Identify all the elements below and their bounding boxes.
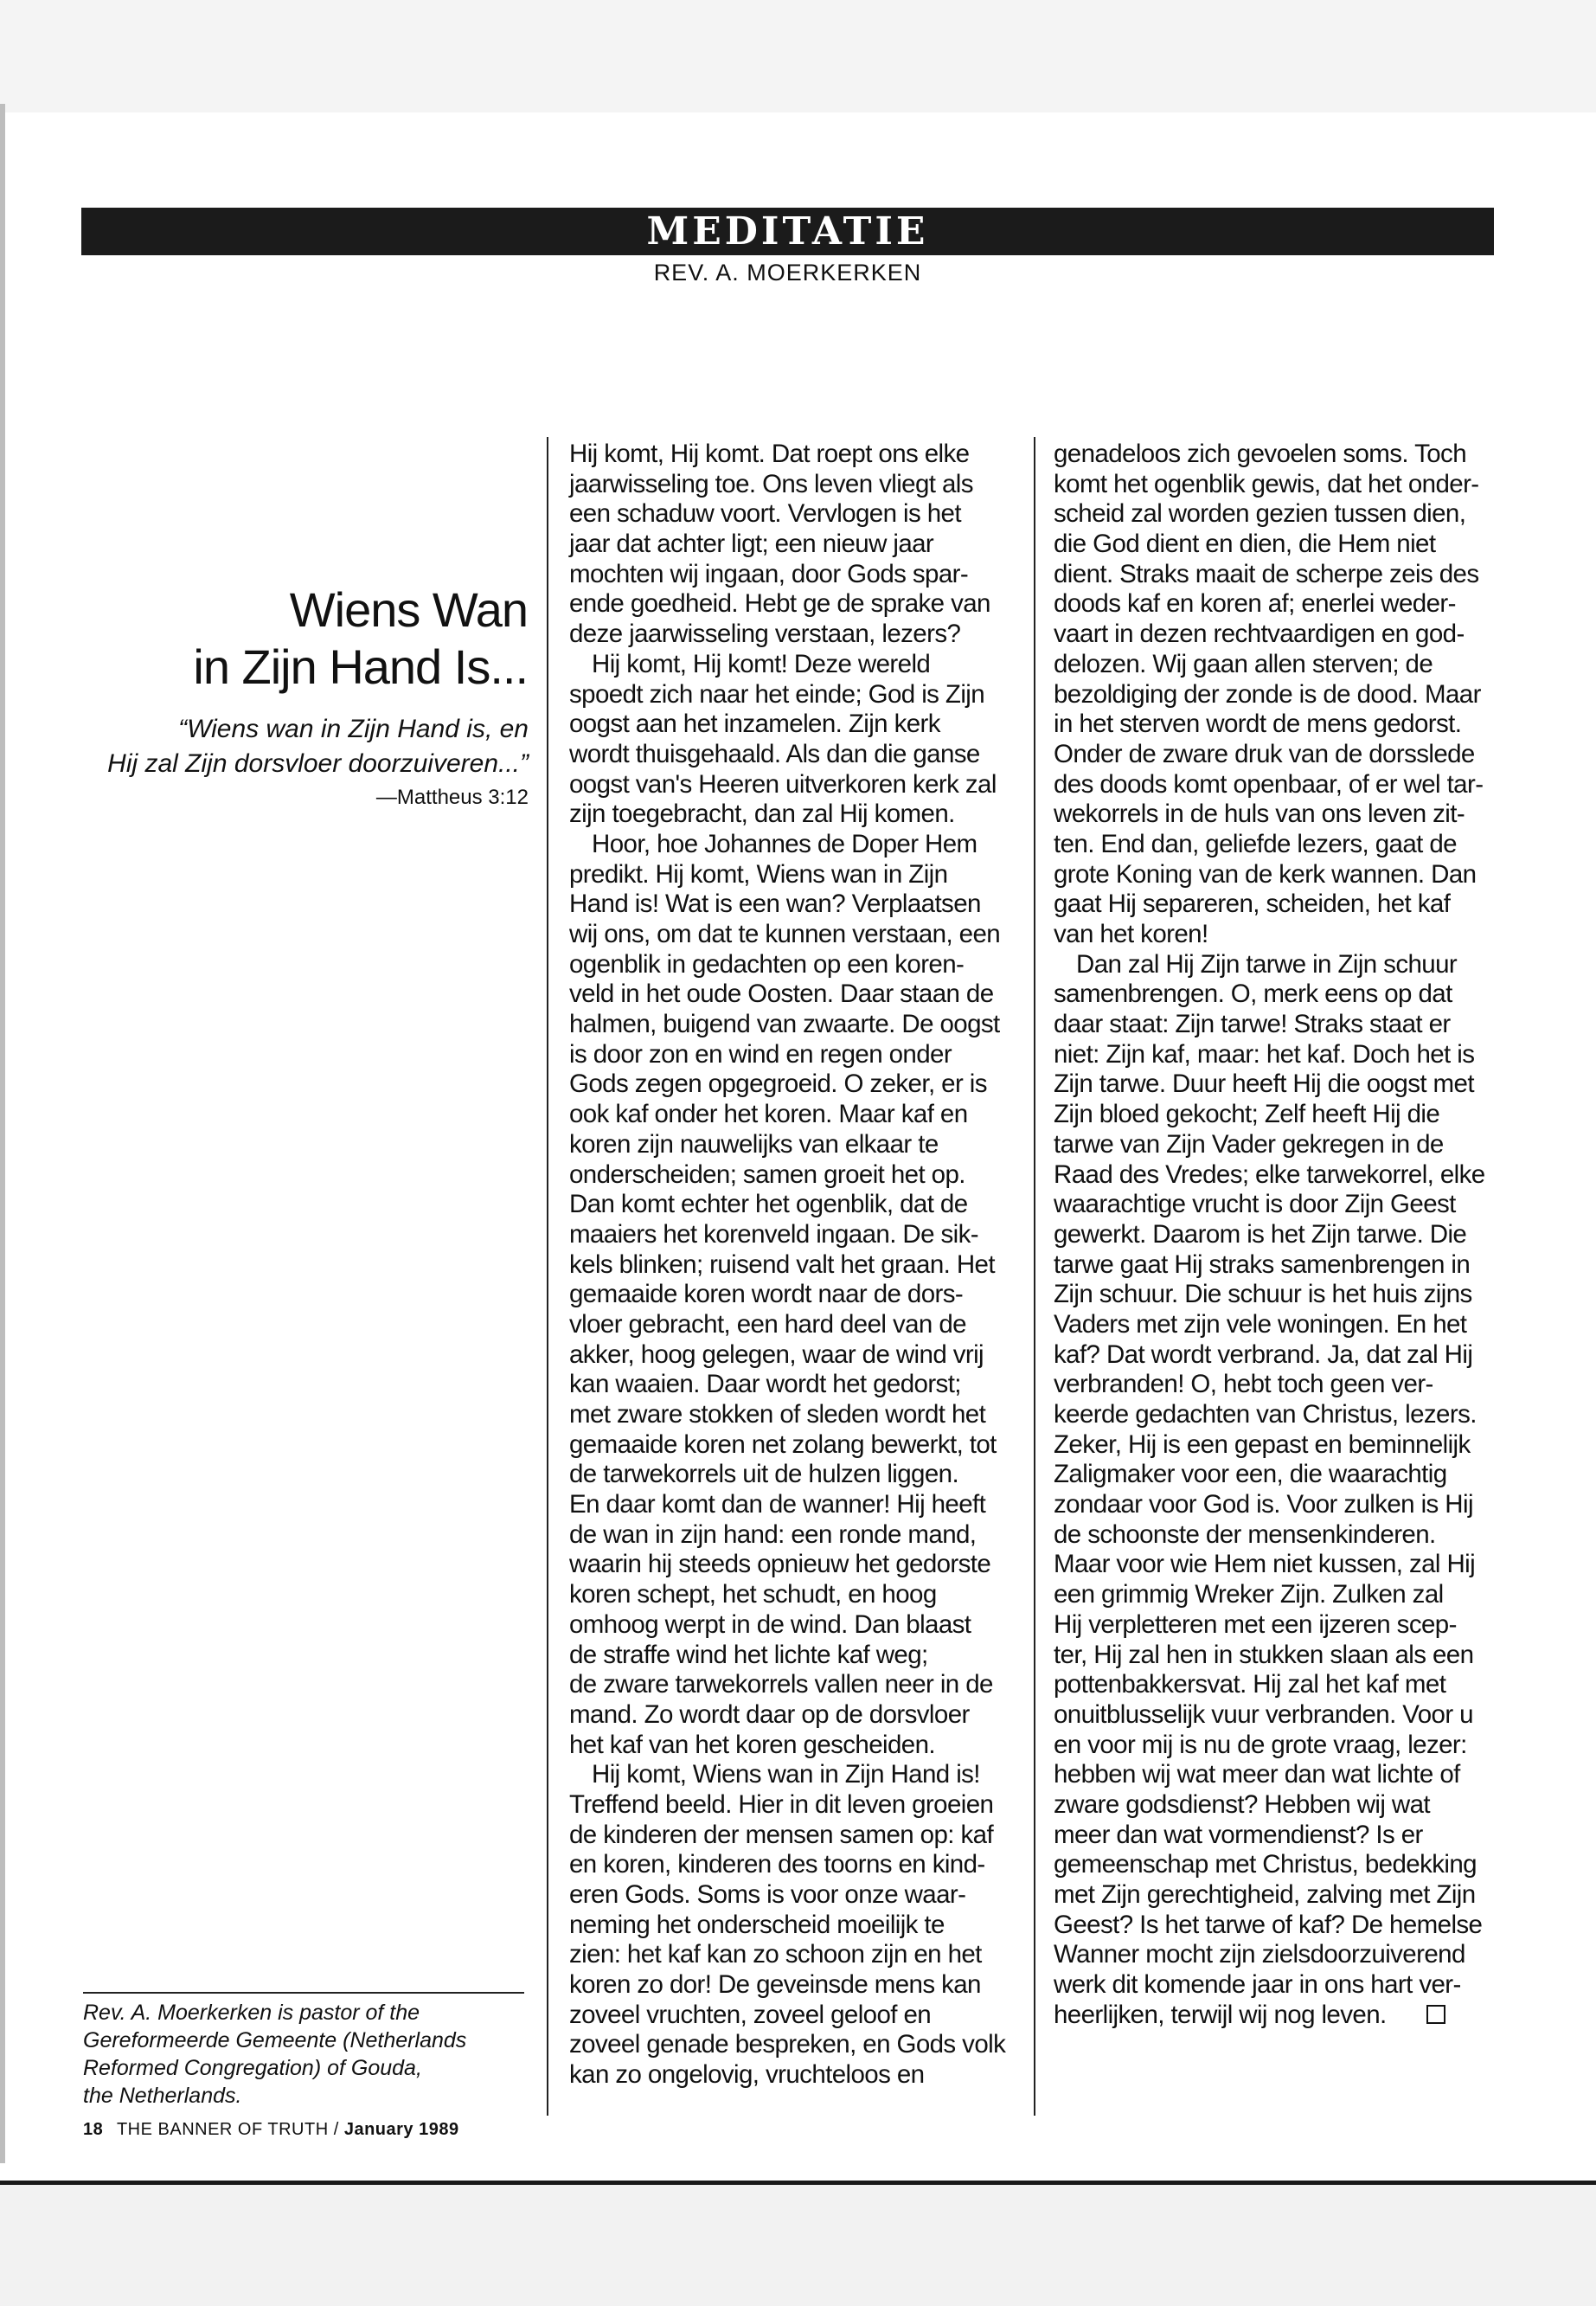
text-line: is door zon en wind en regen onder bbox=[569, 1039, 952, 1069]
text-line: de zware tarwekorrels vallen neer in de bbox=[569, 1670, 993, 1699]
text-line: delozen. Wij gaan allen sterven; de bbox=[1054, 649, 1433, 678]
page-number: 18 bbox=[83, 2120, 104, 2139]
text-line: het kaf van het koren gescheiden. bbox=[569, 1730, 936, 1759]
text-line: Hoor, hoe Johannes de Doper Hem bbox=[592, 829, 977, 858]
text-line: gemeenschap met Christus, bedekking bbox=[1054, 1850, 1477, 1879]
page-left-edge bbox=[0, 104, 5, 2163]
text-line: bezoldiging der zonde is de dood. Maar bbox=[1054, 679, 1481, 709]
article-title bbox=[87, 581, 528, 696]
text-line: Treffend beeld. Hier in dit leven groeien bbox=[569, 1789, 994, 1819]
text-line: gemaaide koren net zolang bewerkt, tot bbox=[569, 1429, 997, 1459]
text-line: kan zo ongelovig, vruchteloos en bbox=[569, 2060, 925, 2090]
text-line: tarwe van Zijn Vader gekregen in de bbox=[1054, 1129, 1444, 1159]
column-divider-left bbox=[547, 437, 548, 2116]
text-line: akker, hoog gelegen, waar de wind vrij bbox=[569, 1339, 984, 1369]
publication-name: THE BANNER OF TRUTH / bbox=[116, 2120, 339, 2139]
text-line: mand. Zo wordt daar op de dorsvloer bbox=[569, 1699, 970, 1729]
section-banner bbox=[81, 208, 1494, 255]
text-line: veld in het oude Oosten. Daar staan de bbox=[569, 980, 994, 1009]
text-line: koren zijn nauwelijks van elkaar te bbox=[569, 1129, 939, 1159]
text-line: onderscheiden; samen groeit het op. bbox=[569, 1159, 965, 1189]
text-line: spoedt zich naar het einde; God is Zijn bbox=[569, 679, 985, 709]
text-line: van het koren! bbox=[1054, 920, 1208, 948]
text-line: Zijn tarwe. Duur heeft Hij die oogst met bbox=[1054, 1069, 1474, 1099]
text-line: en koren, kinderen des toorns en kind- bbox=[569, 1850, 985, 1879]
text-line: wordt thuisgehaald. Als dan die ganse bbox=[569, 739, 980, 768]
text-line: des doods komt openbaar, of er wel tar- bbox=[1054, 769, 1484, 799]
text-line: zware godsdienst? Hebben wij wat bbox=[1054, 1789, 1431, 1819]
text-line: samenbrengen. O, merk eens op dat bbox=[1054, 980, 1452, 1009]
text-line: Zijn schuur. Die schuur is het huis zijns bbox=[1054, 1280, 1472, 1309]
bio-line: Gereformeerde Gemeente (Netherlands bbox=[83, 2028, 467, 2052]
text-line: de tarwekorrels uit de hulzen liggen. bbox=[569, 1460, 959, 1489]
text-line: een grimmig Wreker Zijn. Zulken zal bbox=[1054, 1580, 1444, 1609]
text-line: verbranden! O, hebt toch geen ver- bbox=[1054, 1370, 1433, 1399]
text-line: halmen, buigend van zwaarte. De oogst bbox=[569, 1010, 1000, 1039]
text-line: oogst van's Heeren uitverkoren kerk zal bbox=[569, 769, 997, 799]
text-line: daar staat: Zijn tarwe! Straks staat er bbox=[1054, 1010, 1451, 1039]
text-line: niet: Zijn kaf, maar: het kaf. Doch het is bbox=[1054, 1039, 1475, 1069]
text-line: Wanner mocht zijn zielsdoorzuiverend bbox=[1054, 1940, 1465, 1969]
text-line: zoveel genade bespreken, en Gods volk bbox=[569, 2030, 1006, 2059]
text-line: omhoog werpt in de wind. Dan blaast bbox=[569, 1609, 971, 1639]
text-line: met zware stokken of sleden wordt het bbox=[569, 1400, 986, 1429]
text-line: Dan zal Hij Zijn tarwe in Zijn schuur bbox=[1076, 949, 1458, 979]
issue-date: January 1989 bbox=[343, 2120, 459, 2139]
text-line: wij ons, om dat te kunnen verstaan, een bbox=[569, 920, 1001, 948]
text-line: koren schept, het schudt, en hoog bbox=[569, 1580, 937, 1609]
text-line: vloer gebracht, een hard deel van de bbox=[569, 1309, 966, 1339]
bio-line: Rev. A. Moerkerken is pastor of the bbox=[83, 2001, 420, 2025]
text-line: kan waaien. Daar wordt het gedorst; bbox=[569, 1370, 961, 1399]
text-line: wekorrels in de huls van ons leven zit- bbox=[1054, 800, 1465, 829]
text-line: waarin hij steeds opnieuw het gedorste bbox=[569, 1550, 991, 1579]
page-footer bbox=[83, 2120, 533, 2140]
page-top-margin bbox=[0, 0, 1596, 112]
text-line: mochten wij ingaan, door Gods spar- bbox=[569, 559, 969, 588]
text-line: meer dan wat vormendienst? Is er bbox=[1054, 1820, 1423, 1849]
text-line: tarwe gaat Hij straks samenbrengen in bbox=[1054, 1249, 1471, 1279]
text-line: een schaduw voort. Vervlogen is het bbox=[569, 499, 961, 529]
text-line: vaart in dezen rechtvaardigen en god- bbox=[1054, 620, 1465, 649]
text-line: ook kaf onder het koren. Maar kaf en bbox=[569, 1100, 968, 1129]
text-line: heerlijken, terwijl wij nog leven. bbox=[1054, 2001, 1508, 2031]
quote-line: “Wiens wan in Zijn Hand is, en bbox=[178, 715, 529, 743]
epigraph-quote bbox=[83, 712, 529, 781]
author-byline: REV. A. MOERKERKEN bbox=[653, 260, 922, 286]
text-line: Onder de zware druk van de dorsslede bbox=[1054, 739, 1475, 768]
text-line: kels blinken; ruisend valt het graan. Het bbox=[569, 1249, 995, 1279]
text-line: Geest? Is het tarwe of kaf? De hemelse bbox=[1054, 1910, 1483, 1939]
text-line: waarachtige vrucht is door Zijn Geest bbox=[1054, 1190, 1456, 1219]
bio-line: Reformed Congregation) of Gouda, bbox=[83, 2056, 422, 2080]
text-line: Hij komt, Hij komt! Deze wereld bbox=[592, 649, 931, 678]
text-line: pottenbakkersvat. Hij zal het kaf met bbox=[1054, 1670, 1446, 1699]
body-column-1 bbox=[569, 440, 1023, 2091]
text-line: grote Koning van de kerk wannen. Dan bbox=[1054, 859, 1477, 889]
text-line: ogenblik in gedachten op een koren- bbox=[569, 949, 965, 979]
text-line: En daar komt dan de wanner! Hij heeft bbox=[569, 1490, 986, 1519]
text-line: de schoonste der mensenkinderen. bbox=[1054, 1519, 1436, 1549]
text-line: jaar dat achter ligt; een nieuw jaar bbox=[569, 530, 934, 559]
text-line: kaf? Dat wordt verbrand. Ja, dat zal Hij bbox=[1054, 1339, 1473, 1369]
text-line: ende goedheid. Hebt ge de sprake van bbox=[569, 589, 990, 619]
text-line: Hij komt, Hij komt. Dat roept ons elke bbox=[569, 440, 970, 468]
column-divider-right bbox=[1034, 437, 1035, 2116]
text-line: Vaders met zijn vele woningen. En het bbox=[1054, 1309, 1467, 1339]
text-line: Zaligmaker voor een, die waarachtig bbox=[1054, 1460, 1447, 1489]
text-line: Hij komt, Wiens wan in Zijn Hand is! bbox=[592, 1760, 980, 1789]
text-line: gewerkt. Daarom is het Zijn tarwe. Die bbox=[1054, 1219, 1467, 1249]
text-line: en voor mij is nu de grote vraag, lezer: bbox=[1054, 1730, 1467, 1759]
bio-divider bbox=[83, 1992, 524, 1994]
text-line: hebben wij wat meer dan wat lichte of bbox=[1054, 1760, 1460, 1789]
text-line: Hij verpletteren met een ijzeren scep- bbox=[1054, 1609, 1457, 1639]
text-line: onuitblusselijk vuur verbranden. Voor u bbox=[1054, 1699, 1473, 1729]
text-line: met Zijn gerechtigheid, zalving met Zijn bbox=[1054, 1880, 1476, 1909]
text-line: Dan komt echter het ogenblik, dat de bbox=[569, 1190, 968, 1219]
bio-line: the Netherlands. bbox=[83, 2084, 242, 2108]
title-line: in Zijn Hand Is... bbox=[193, 639, 528, 694]
text-line: deze jaarwisseling verstaan, lezers? bbox=[569, 620, 961, 649]
body-column-2 bbox=[1054, 440, 1508, 2030]
author-bio bbox=[83, 1999, 524, 2110]
text-line: Maar voor wie Hem niet kussen, zal Hij bbox=[1054, 1550, 1476, 1579]
text-line: Gods zegen opgegroeid. O zeker, er is bbox=[569, 1069, 987, 1099]
text-line: genadeloos zich gevoelen soms. Toch bbox=[1054, 440, 1467, 468]
text-line: jaarwisseling toe. Ons leven vliegt als bbox=[569, 469, 973, 498]
quote-reference: —Mattheus 3:12 bbox=[375, 786, 529, 809]
text-line: die God dient en dien, die Hem niet bbox=[1054, 530, 1436, 559]
text-line: zondaar voor God is. Voor zulken is Hij bbox=[1054, 1490, 1473, 1519]
text-line: werk dit komende jaar in ons hart ver- bbox=[1054, 1970, 1461, 2000]
section-title: MEDITATIE bbox=[646, 209, 929, 254]
text-line: zijn toegebracht, dan zal Hij komen. bbox=[569, 800, 955, 829]
text-line: zoveel vruchten, zoveel geloof en bbox=[569, 2000, 932, 2029]
quote-line: Hij zal Zijn dorsvloer doorzuiveren...” bbox=[107, 749, 529, 778]
text-line: koren zo dor! De geveinsde mens kan bbox=[569, 1970, 981, 2000]
text-line: Zeker, Hij is een gepast en beminnelijk bbox=[1054, 1429, 1471, 1459]
text-line: ten. End dan, geliefde lezers, gaat de bbox=[1054, 829, 1457, 858]
text-line: gemaaide koren wordt naar de dors- bbox=[569, 1280, 964, 1309]
text-line: gaat Hij separeren, scheiden, het kaf bbox=[1054, 890, 1451, 919]
text-line: zien: het kaf kan zo schoon zijn en het bbox=[569, 1940, 982, 1969]
text-line: Raad des Vredes; elke tarwekorrel, elke bbox=[1054, 1159, 1485, 1189]
text-line: in het sterven wordt de mens gedorst. bbox=[1054, 710, 1462, 739]
text-line: ter, Hij zal hen in stukken slaan als een bbox=[1054, 1640, 1474, 1669]
page-bottom-edge bbox=[0, 2181, 1596, 2306]
text-line: maaiers het korenveld ingaan. De sik- bbox=[569, 1219, 978, 1249]
text-line: doods kaf en koren af; enerlei weder- bbox=[1054, 589, 1456, 619]
text-line: de straffe wind het lichte kaf weg; bbox=[569, 1640, 928, 1669]
text-line: de wan in zijn hand: een ronde mand, bbox=[569, 1519, 977, 1549]
text-line: predikt. Hij komt, Wiens wan in Zijn bbox=[569, 859, 948, 889]
end-mark-icon bbox=[1426, 2005, 1445, 2024]
text-line: oogst aan het inzamelen. Zijn kerk bbox=[569, 710, 940, 739]
text-line: dient. Straks maait de scherpe zeis des bbox=[1054, 559, 1479, 588]
title-line: Wiens Wan bbox=[289, 582, 528, 637]
text-line: de kinderen der mensen samen op: kaf bbox=[569, 1820, 994, 1849]
text-line: neming het onderscheid moeilijk te bbox=[569, 1910, 945, 1939]
text-line: Hand is! Wat is een wan? Verplaatsen bbox=[569, 890, 981, 919]
text-line: komt het ogenblik gewis, dat het onder- bbox=[1054, 469, 1479, 498]
text-line: keerde gedachten van Christus, lezers. bbox=[1054, 1400, 1477, 1429]
text-line: eren Gods. Soms is voor onze waar- bbox=[569, 1880, 966, 1909]
text-line: scheid zal worden gezien tussen dien, bbox=[1054, 499, 1466, 529]
text-line: Zijn bloed gekocht; Zelf heeft Hij die bbox=[1054, 1100, 1440, 1129]
